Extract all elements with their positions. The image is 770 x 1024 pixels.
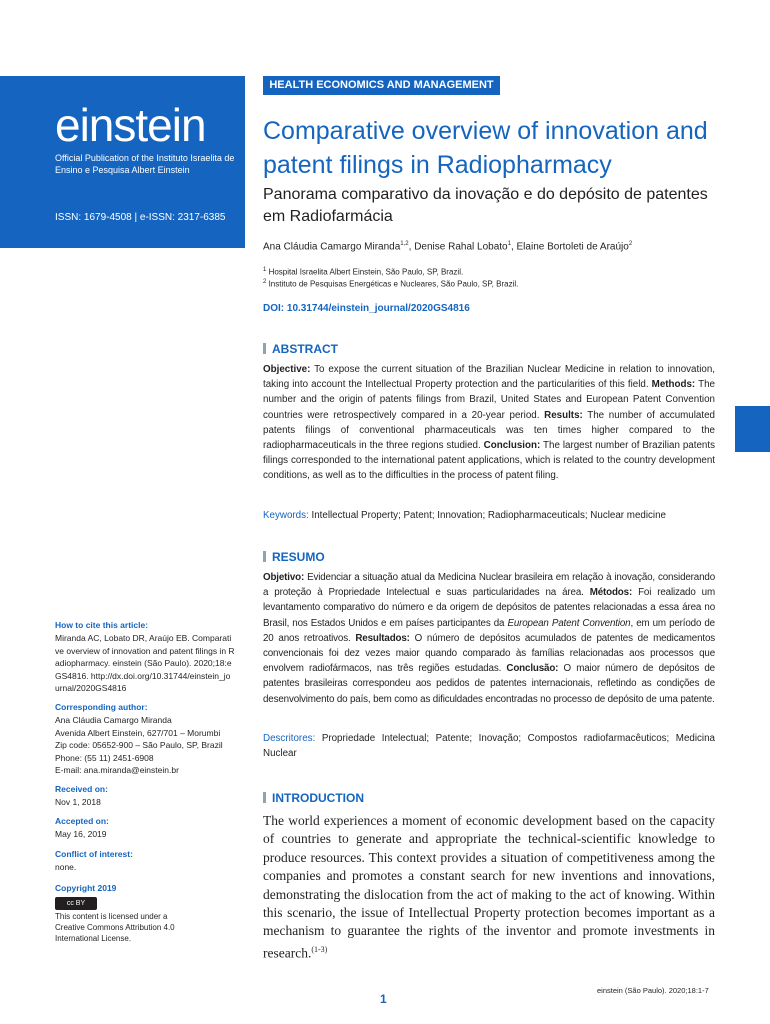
keywords-label: Keywords:: [263, 510, 309, 521]
introduction-body: [263, 812, 715, 963]
keywords-line: [263, 508, 715, 523]
article-title: Comparative overview of innovation and patent filings in Radiopharmacy: [263, 117, 708, 179]
objetivo-text: Evidenciar a situação atual da Medicina Nuclear brasileira em relação à inovação, considerando a proteção à Propriedade Intelectual e suas particularidades na área.: [263, 572, 715, 599]
article-subtitle: Panorama comparativo da inovação e do depósito de patentes em Radiofarmácia: [263, 186, 708, 225]
page-number: 1: [380, 992, 387, 1006]
corresponding-author-heading: Corresponding author:: [55, 702, 148, 712]
abstract-heading: ABSTRACT: [263, 342, 338, 356]
journal-logo: einstein: [55, 99, 206, 151]
doi-link[interactable]: DOI: 10.31744/einstein_journal/2020GS4816: [263, 303, 470, 314]
conclusao-label: Conclusão:: [506, 663, 559, 675]
results-label: Results:: [544, 409, 583, 421]
metodos-text-end: , em um período de 20 anos retroativos.: [263, 617, 715, 644]
conclusao-text: O maior número de depósitos de patentes brasileiras correspondeu aos pedidos de patentes internacionais, refletindo as condições de desenvolvimento do país, bem como as dificuldades encontradas no processo de depósito de uma patente.: [263, 663, 715, 705]
descritores-text: Propriedade Intelectual; Patente; Inovação; Compostos radiofarmacêuticos; Medicina Nuclear: [263, 733, 715, 760]
issn-text: ISSN: 1679-4508 | e-ISSN: 2317-6385: [55, 212, 226, 223]
author-name: Ana Cláudia Camargo Miranda: [263, 241, 401, 253]
author-name: Elaine Bortoleti de Araújo: [516, 241, 629, 253]
descritores-line: [263, 731, 715, 761]
results-text: The number of accumulated patents filings of conventional pharmaceuticals was ten times higher compared to the radiopharmaceuticals in the three regions studied.: [263, 409, 715, 452]
methods-label: Methods:: [651, 379, 696, 391]
descritores-label: Descritores:: [263, 733, 316, 744]
metodos-emphasis: European Patent Convention: [507, 617, 631, 629]
official-publication-text: Official Publication of the Instituto Israelita de Ensino e Pesquisa Albert Einstein: [55, 153, 235, 175]
copyright-heading: Copyright 2019: [55, 883, 117, 893]
received-heading: Received on:: [55, 784, 108, 794]
resultados-label: Resultados:: [355, 632, 410, 644]
affiliation-mark: 1: [263, 267, 267, 273]
methods-text: The number and the origin of patents filings from Brazil, United States and European Patent Convention countries were retrospectively compared in a 20-year period.: [263, 379, 716, 421]
corr-line: Avenida Albert Einstein, 627/701 – Morumbi: [55, 727, 221, 738]
affiliation-text: Hospital Israelita Albert Einstein, São Paulo, SP, Brazil.: [268, 267, 464, 277]
affiliation-text: Instituto de Pesquisas Energéticas e Nucleares, São Paulo, SP, Brazil.: [268, 279, 519, 289]
author-affiliation-mark: 1,2: [400, 241, 409, 247]
affiliation-line: [263, 279, 733, 289]
objetivo-label: Objetivo:: [263, 572, 305, 583]
section-label: HEALTH ECONOMICS AND MANAGEMENT: [263, 76, 500, 95]
license-text: This content is licensed under a Creative Commons Attribution 4.0 International License.: [55, 912, 175, 943]
conclusion-text: The largest number of Brazilian patents filings corresponded to the international patent applications, which is related to the country development conditions, as well as to the difficulties in the process of patent filing.: [263, 440, 715, 482]
corresponding-author-details: [55, 714, 235, 777]
author-list: Ana Cláudia Camargo Miranda$^{1,2}$, Denise Rahal Lobato$^1$, Elaine Bortoleti de Araújo$^2$: [263, 241, 633, 253]
resumo-body: [263, 570, 715, 707]
affiliation-mark: 2: [263, 279, 267, 285]
corr-line: Ana Cláudia Camargo Miranda: [55, 715, 172, 725]
page-edge-tab: [735, 406, 770, 452]
how-to-cite-heading: How to cite this article:: [55, 620, 149, 630]
author-affiliation-mark: 1: [507, 241, 511, 247]
received-date: Nov 1, 2018: [55, 797, 101, 807]
affiliation-line: [263, 267, 733, 277]
footer-citation: einstein (São Paulo). 2020;18:1-7: [597, 986, 709, 995]
metodos-label: Métodos:: [589, 587, 633, 599]
introduction-reference: (1-3): [311, 944, 328, 954]
author-affiliation-mark: 2: [628, 241, 633, 247]
objective-label: Objective:: [263, 364, 311, 375]
how-to-cite-text: Miranda AC, Lobato DR, Araújo EB. Comparative overview of innovation and patent filings in Radiopharmacy. einstein (São Paulo). 2020;18:eGS4816. http://dx.doi.org/10.31744/einstein_journal/2020GS4816: [55, 633, 235, 693]
resumo-heading: RESUMO: [263, 550, 325, 564]
creative-commons-icon: cc BY: [55, 897, 97, 910]
keywords-text: Intellectual Property; Patent; Innovation; Radiopharmaceuticals; Nuclear medicine: [311, 510, 666, 521]
conflict-text: none.: [55, 862, 77, 872]
metodos-text: Foi realizado um levantamento comparativo do número e da origem de depósitos de patentes relacionadas a essa área no Brasil, nos Estados Unidos e em países participantes da: [263, 587, 715, 629]
objective-text: To expose the current situation of the Brazilian Nuclear Medicine in relation to innovation, taking into account the Intellectual Property protection and the particularities of this field.: [263, 364, 716, 391]
resultados-text: O número de depósitos acumulados de patentes de medicamentos convencionais foi dez vezes maior quando comparado às famílias relacionadas aos processos que envolvem radiofármacos, nas três regiões estudadas.: [263, 632, 715, 675]
conflict-heading: Conflict of interest:: [55, 849, 133, 859]
abstract-body: [263, 362, 715, 484]
accepted-heading: Accepted on:: [55, 816, 109, 826]
author-name: Denise Rahal Lobato: [414, 241, 508, 253]
corr-email[interactable]: E-mail: ana.miranda@einstein.br: [55, 765, 179, 775]
corr-line: Zip code: 05652-900 – São Paulo, SP, Brazil: [55, 740, 223, 750]
introduction-text: The world experiences a moment of economic development based on the capacity of countries to generate and appropriate the technical-scientific knowledge to produce resources. This context provides a situation of competitiveness among the companies and promotes a constant search for new inventions and innovations, demonstrating the dislocation from the act of making to the act of knowing. Within this scenario, the issue of Intellectual Property protection becomes important as a mechanism to guarantee the rights of the inventor and promote investments in research.: [263, 813, 715, 961]
conclusion-label: Conclusion:: [483, 440, 541, 452]
introduction-heading: INTRODUCTION: [263, 791, 364, 805]
accepted-date: May 16, 2019: [55, 829, 107, 839]
corr-line: Phone: (55 11) 2451-6908: [55, 752, 154, 763]
